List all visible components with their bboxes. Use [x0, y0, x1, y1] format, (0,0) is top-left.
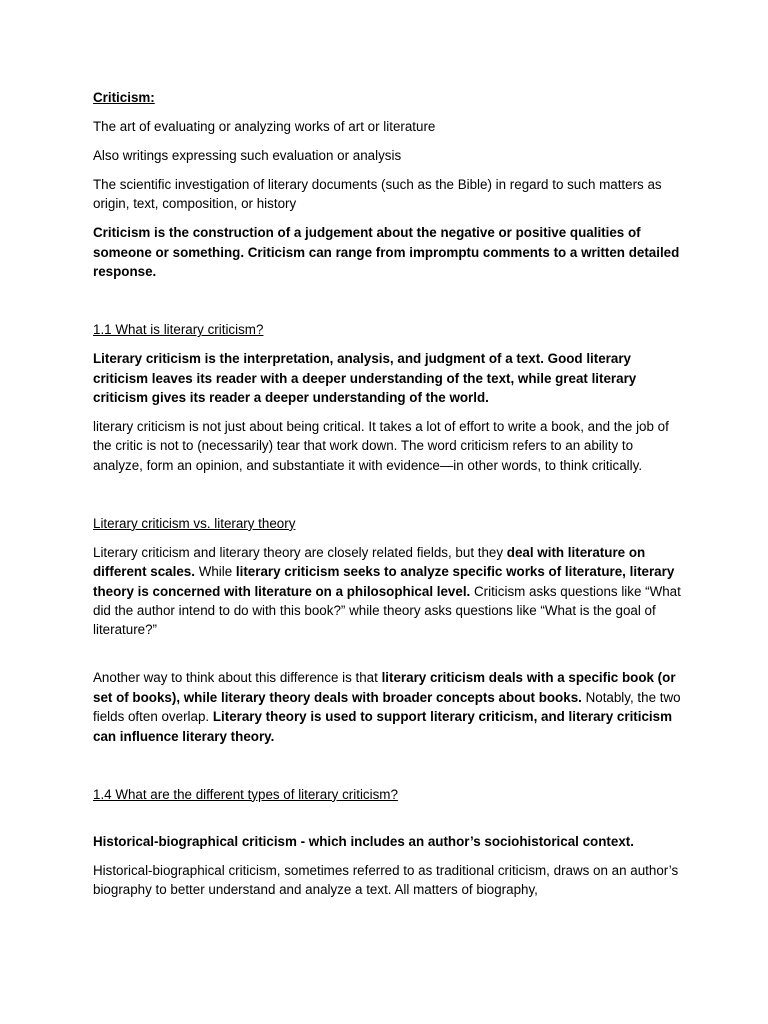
literary-criticism-body: literary criticism is not just about being critical. It takes a lot of effort to write a book, and the job of the critic is not to (necessarily) tear that work down. The word criticism refers to an ability to analyze, form an opinion, and substantiate it with evidence—in other words, to think critically.	[93, 419, 669, 473]
definition-paragraph-2: Also writings expressing such evaluation or analysis	[93, 148, 402, 163]
definition-paragraph-3: The scientific investigation of literary documents (such as the Bible) in regard to such matters as origin, text, composition, or history	[93, 177, 662, 212]
bold-text-run: Literary theory is used to support literary criticism, and literary criticism can influence literary theory.	[93, 709, 673, 744]
text-run: Notably, the two fields often overlap.	[93, 689, 681, 725]
historical-biographical-heading: Historical-biographical criticism - which includes an author’s sociohistorical context.	[93, 833, 634, 849]
criticism-heading: Criticism:	[93, 90, 155, 105]
spacer	[93, 814, 683, 832]
literary-criticism-definition: Literary criticism is the interpretation, analysis, and judgment of a text. Good literary criticism leaves its reader with a deeper understanding of the text, while great literary criticism gives its reader a deeper understanding of the world.	[93, 351, 637, 406]
types-of-criticism-heading: 1.4 What are the different types of literary criticism?	[93, 786, 398, 802]
criticism-vs-theory-paragraph-1	[93, 543, 683, 640]
historical-biographical-body: Historical-biographical criticism, sometimes referred to as traditional criticism, draws on an author’s biography to better understand and analyze a text. All matters of biography,	[93, 862, 679, 898]
bold-text-run: deal with literature on different scales.	[93, 544, 646, 580]
text-run: While	[194, 564, 236, 580]
bold-text-run: literary criticism seeks to analyze specific works of literature, literary theory is concerned with literature on a philosophical level.	[93, 564, 675, 599]
bold-text-run: literary criticism deals with a specific book (or set of books), while literary theory deals with broader concepts about books.	[93, 670, 676, 705]
criticism-vs-theory-heading: Literary criticism vs. literary theory	[93, 515, 296, 531]
spacer	[93, 291, 683, 320]
what-is-literary-criticism-heading: 1.1 What is literary criticism?	[93, 322, 264, 338]
spacer	[93, 649, 683, 668]
text-run: Literary criticism and literary theory are closely related fields, but they	[93, 544, 507, 560]
text-run: Criticism asks questions like “What did the author intend to do with this book?” while theory asks questions like “What is the goal of literature?”	[93, 583, 681, 638]
spacer	[93, 485, 683, 514]
spacer	[93, 756, 683, 785]
definition-paragraph-1: The art of evaluating or analyzing works of art or literature	[93, 119, 436, 134]
criticism-vs-theory-paragraph-2	[93, 668, 683, 746]
text-run: Another way to think about this difference is that	[93, 670, 382, 686]
definition-paragraph-4: Criticism is the construction of a judgement about the negative or positive qualities of someone or something. Criticism can range from impromptu comments to a written detailed response.	[93, 225, 680, 280]
document-page	[93, 88, 683, 909]
